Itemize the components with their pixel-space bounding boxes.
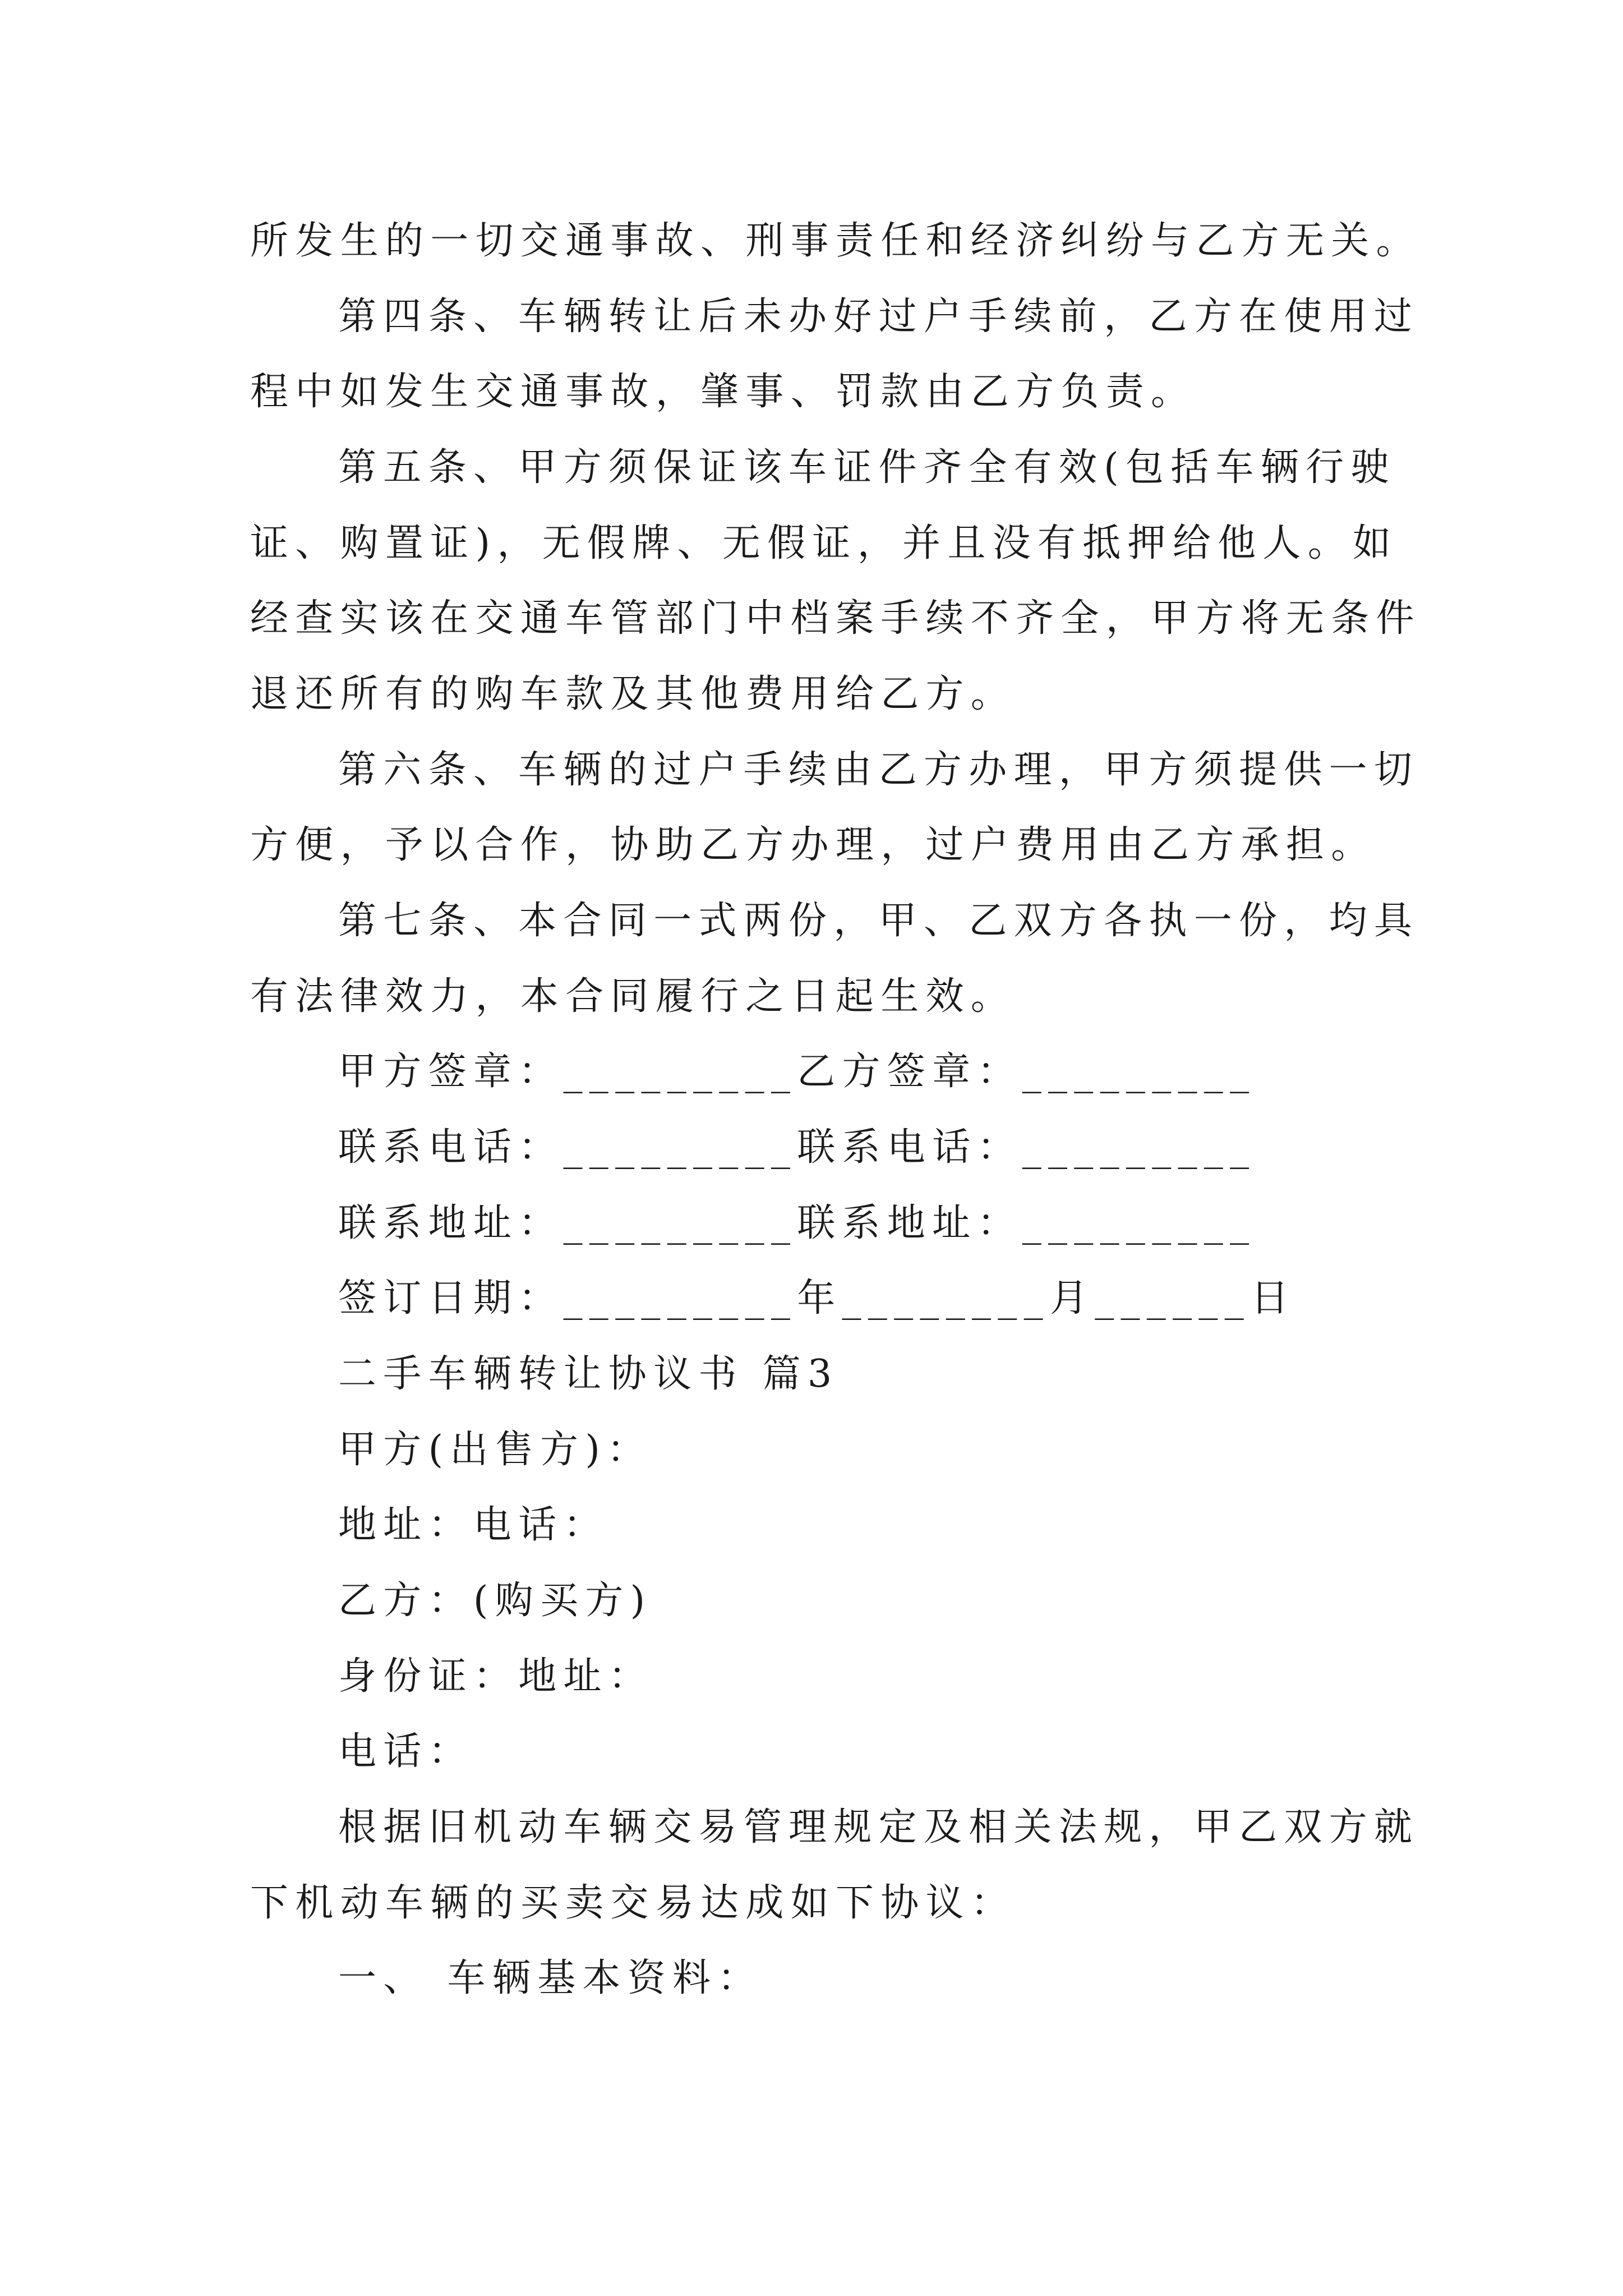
text-line: 方便，予以合作，协助乙方办理，过户费用由乙方承担。	[250, 823, 1376, 867]
address-line: 联系地址：_________联系地址：_________	[338, 1201, 1256, 1245]
intro-paragraph: 根据旧机动车辆交易管理规定及相关法规，甲乙双方就	[338, 1805, 1419, 1849]
party-a-address-phone: 地址：电话：	[338, 1503, 608, 1547]
paragraph-article-5: 第五条、甲方须保证该车证件齐全有效(包括车辆行驶	[338, 445, 1396, 490]
signature-line: 甲方签章：_________乙方签章：_________	[338, 1050, 1256, 1094]
paragraph-article-7: 第七条、本合同一式两份，甲、乙双方各执一份，均具	[338, 899, 1419, 943]
text-line: 有法律效力，本合同履行之日起生效。	[250, 974, 1016, 1019]
paragraph-article-4: 第四条、车辆转让后未办好过户手续前，乙方在使用过	[338, 295, 1419, 339]
date-line: 签订日期：_________年________月______日	[338, 1276, 1296, 1320]
text-line: 证、购置证)，无假牌、无假证，并且没有抵押给他人。如	[250, 521, 1398, 565]
phone-line: 联系电话：_________联系电话：_________	[338, 1125, 1256, 1170]
paragraph-article-6: 第六条、车辆的过户手续由乙方办理，甲方须提供一切	[338, 748, 1419, 792]
section-heading: 二手车辆转让协议书 篇3	[338, 1352, 839, 1396]
text-line: 经查实该在交通车管部门中档案手续不齐全，甲方将无条件	[250, 596, 1421, 641]
text-line: 所发生的一切交通事故、刑事责任和经济纠纷与乙方无关。	[250, 219, 1421, 263]
text-line: 退还所有的购车款及其他费用给乙方。	[250, 672, 1016, 716]
text-line: 程中如发生交通事故，肇事、罚款由乙方负责。	[250, 370, 1196, 414]
party-a-label: 甲方(出售方)：	[338, 1428, 652, 1472]
party-b-label: 乙方：(购买方)	[338, 1579, 652, 1623]
text-line: 下机动车辆的买卖交易达成如下协议：	[250, 1881, 1016, 1925]
party-b-id-address: 身份证：地址：	[338, 1654, 654, 1699]
subsection-heading: 一、 车辆基本资料：	[338, 1956, 763, 2000]
party-b-phone: 电话：	[338, 1729, 473, 1774]
